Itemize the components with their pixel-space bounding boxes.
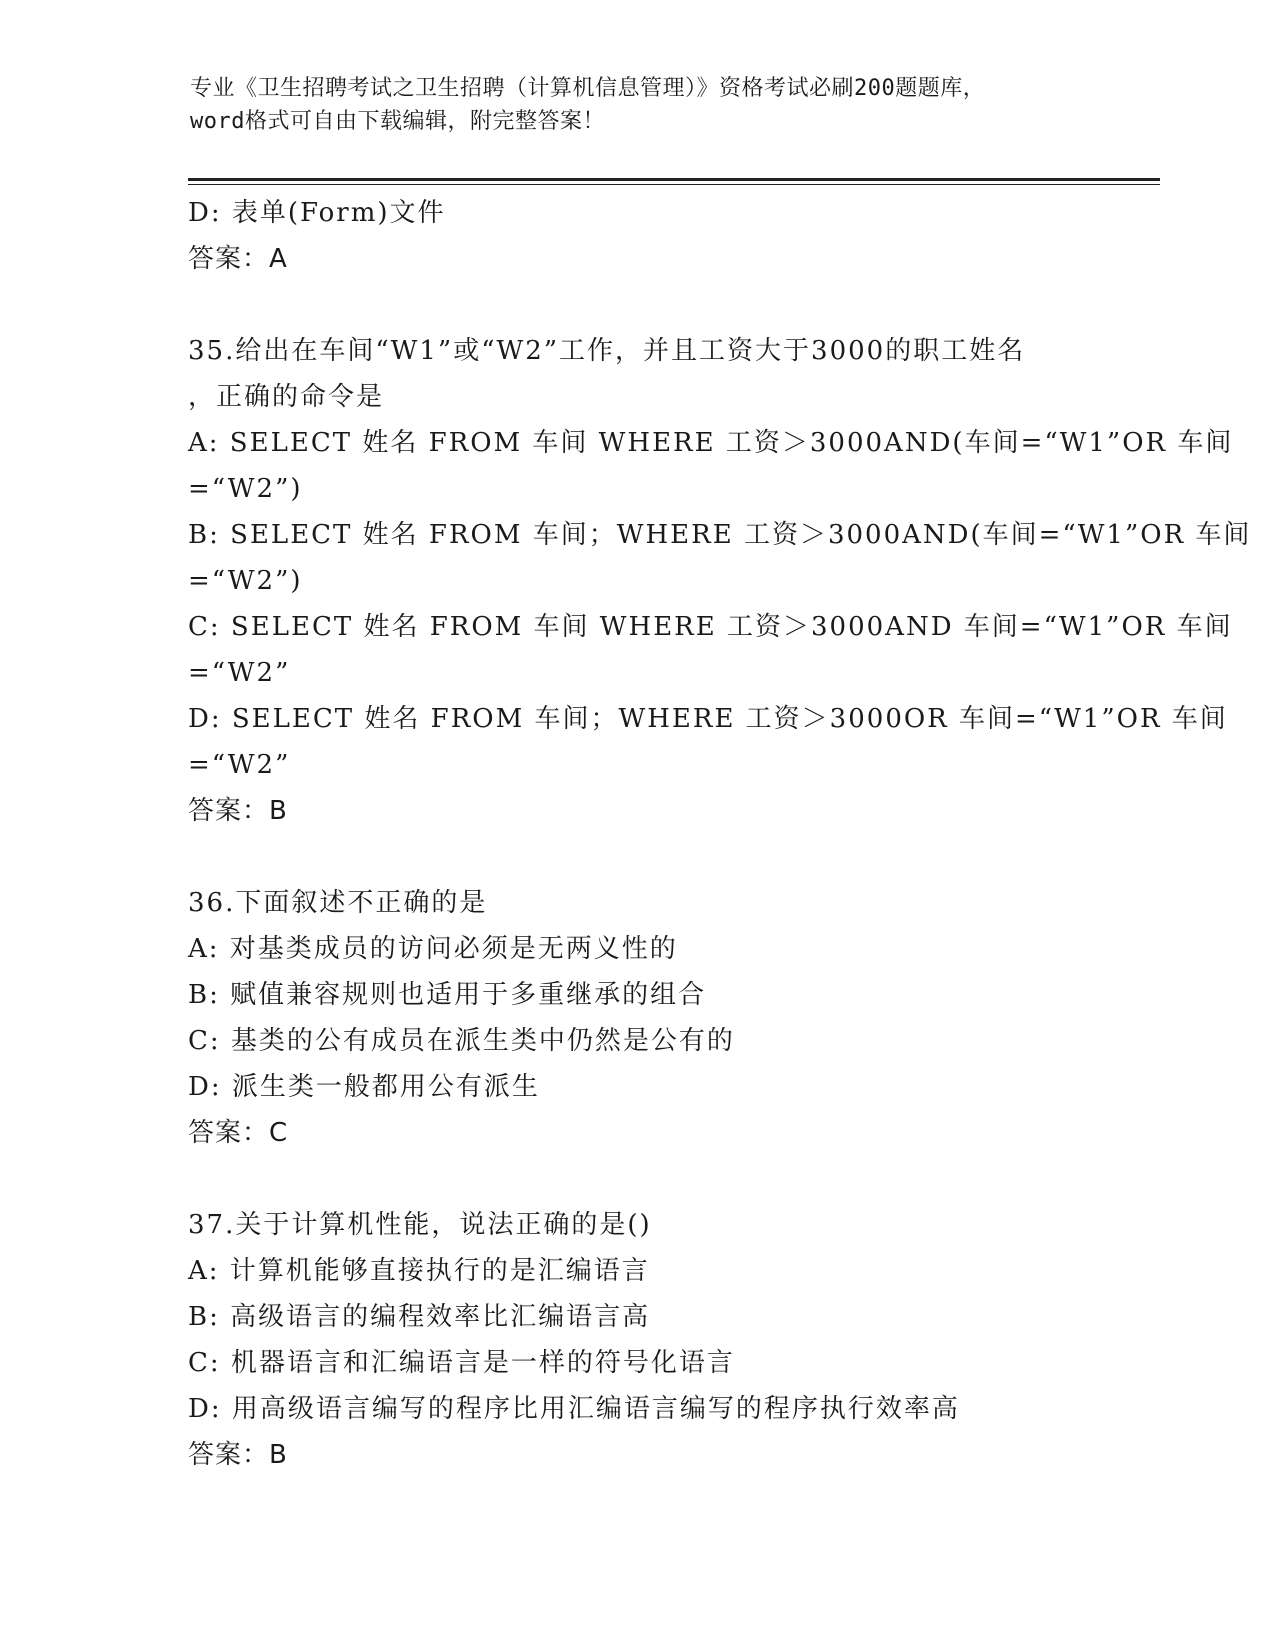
option-b: B: 赋值兼容规则也适用于多重继承的组合 <box>188 980 707 1010</box>
option-a-continued: =“W2”) <box>188 474 303 504</box>
header-divider-thick <box>188 178 1160 181</box>
option-d: D: 表单(Form)文件 <box>188 198 446 228</box>
spacer <box>188 834 1108 880</box>
question-stem-continued: ，正确的命令是 <box>188 382 385 412</box>
option-d: D: SELECT 姓名 FROM 车间；WHERE 工资＞3000OR 车间=“W1”OR 车间 <box>188 704 1228 734</box>
option-c: C: 基类的公有成员在派生类中仍然是公有的 <box>188 1026 735 1056</box>
header-divider-thin <box>188 184 1160 185</box>
option-b-continued: =“W2”) <box>188 566 303 596</box>
answer-line: 答案：B <box>188 796 288 826</box>
question-37 <box>188 1202 1108 1478</box>
answer-line: 答案：C <box>188 1118 289 1148</box>
option-a: A: 对基类成员的访问必须是无两义性的 <box>188 934 678 964</box>
spacer <box>188 1156 1108 1202</box>
question-36 <box>188 880 1108 1156</box>
spacer <box>188 282 1108 328</box>
question-stem: 35.给出在车间“W1”或“W2”工作，并且工资大于3000的职工姓名 <box>188 336 1026 366</box>
option-c-continued: =“W2” <box>188 658 291 688</box>
option-b: B: SELECT 姓名 FROM 车间；WHERE 工资＞3000AND(车间=“W1”OR 车间 <box>188 520 1252 550</box>
header-title-line-2: word格式可自由下载编辑，附完整答案！ <box>190 109 605 134</box>
question-list <box>188 190 1252 1478</box>
header-title-line-1: 专业《卫生招聘考试之卫生招聘（计算机信息管理）》资格考试必刷200题题库， <box>190 76 986 101</box>
option-d: D: 派生类一般都用公有派生 <box>188 1072 540 1102</box>
question-35 <box>188 328 1252 834</box>
option-d: D: 用高级语言编写的程序比用汇编语言编写的程序执行效率高 <box>188 1394 960 1424</box>
option-a: A: SELECT 姓名 FROM 车间 WHERE 工资＞3000AND(车间=“W1”OR 车间 <box>188 428 1234 458</box>
option-d-continued: =“W2” <box>188 750 291 780</box>
previous-question-tail <box>188 190 1108 282</box>
option-c: C: SELECT 姓名 FROM 车间 WHERE 工资＞3000AND 车间=“W1”OR 车间 <box>188 612 1233 642</box>
option-b: B: 高级语言的编程效率比汇编语言高 <box>188 1302 651 1332</box>
question-stem: 36.下面叙述不正确的是 <box>188 888 488 918</box>
question-stem: 37.关于计算机性能，说法正确的是() <box>188 1210 652 1240</box>
answer-line: 答案：A <box>188 244 288 274</box>
answer-line: 答案：B <box>188 1440 288 1470</box>
page-header <box>190 72 1090 138</box>
option-a: A: 计算机能够直接执行的是汇编语言 <box>188 1256 650 1286</box>
option-c: C: 机器语言和汇编语言是一样的符号化语言 <box>188 1348 735 1378</box>
